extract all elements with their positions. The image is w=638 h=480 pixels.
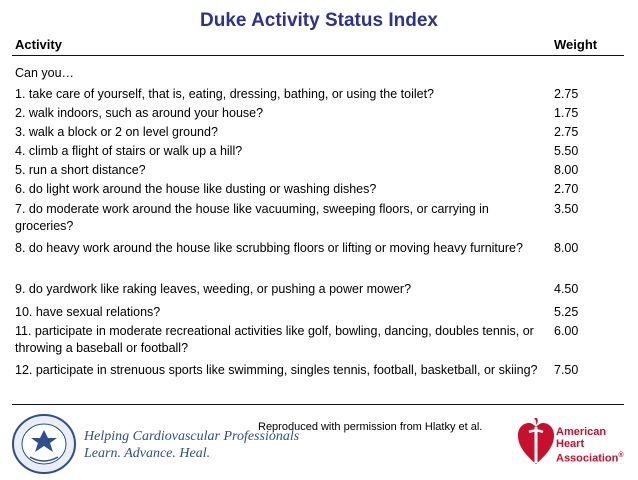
activity-weight: 8.00 [554,163,579,177]
weight-column-header: Weight [554,37,598,52]
activity-question: 1. take care of yourself, that is, eating, dressing, bathing, or using the toilet? [15,87,434,101]
header-divider [12,55,624,56]
activity-weight: 2.75 [554,87,579,101]
activity-weight: 2.70 [554,182,579,196]
acc-tagline-line-2: Learn. Advance. Heal. [84,446,211,461]
activity-weight: 5.25 [554,305,579,319]
activity-question: 10. have sexual relations? [15,305,161,319]
acc-seal-logo [10,413,78,480]
activity-question: 12. participate in strenuous sports like swimming, singles tennis, football, basketball, or skiing? [15,363,538,377]
activity-question: 8. do heavy work around the house like scrubbing floors or lifting or moving heavy furniture? [15,241,523,255]
activity-question: 11. participate in moderate recreational activities like golf, bowling, dancing, doubles tennis, or throwing a baseball or football? [15,324,534,355]
activity-question: 4. climb a flight of stairs or walk up a hill? [15,144,243,158]
activity-question: 2. walk indoors, such as around your house? [15,106,264,120]
activity-weight: 2.75 [554,125,579,139]
activity-weight: 7.50 [554,363,579,377]
activity-column-header: Activity [15,37,62,52]
activity-weight: 1.75 [554,106,579,120]
aha-line-3: Association [556,452,619,465]
activity-weight: 4.50 [554,282,579,296]
aha-heart-torch-logo [517,418,555,473]
activity-weight: 5.50 [554,144,579,158]
aha-registered-mark: ® [618,452,624,459]
permission-note: Reproduced with permission from Hlatky et al. [258,421,483,433]
activity-weight: 8.00 [554,241,579,255]
footer-divider [12,404,624,405]
aha-line-1: American [556,426,607,438]
activity-question: 5. run a short distance? [15,163,146,177]
intro-text: Can you… [15,66,75,80]
page-title: Duke Activity Status Index [200,10,438,31]
activity-question: 6. do light work around the house like dusting or washing dishes? [15,182,377,196]
aha-wordmark [556,426,624,465]
activity-question: 3. walk a block or 2 on level ground? [15,125,218,139]
acc-tagline-line-1: Helping Cardiovascular Professionals [84,429,300,444]
activity-question: 9. do yardwork like raking leaves, weeding, or pushing a power mower? [15,282,412,296]
activity-weight: 6.00 [554,324,579,338]
aha-line-2: Heart [556,438,585,450]
activity-question: 7. do moderate work around the house like vacuuming, sweeping floors, or carrying in groceries? [15,202,489,233]
activity-weight: 3.50 [554,202,579,216]
